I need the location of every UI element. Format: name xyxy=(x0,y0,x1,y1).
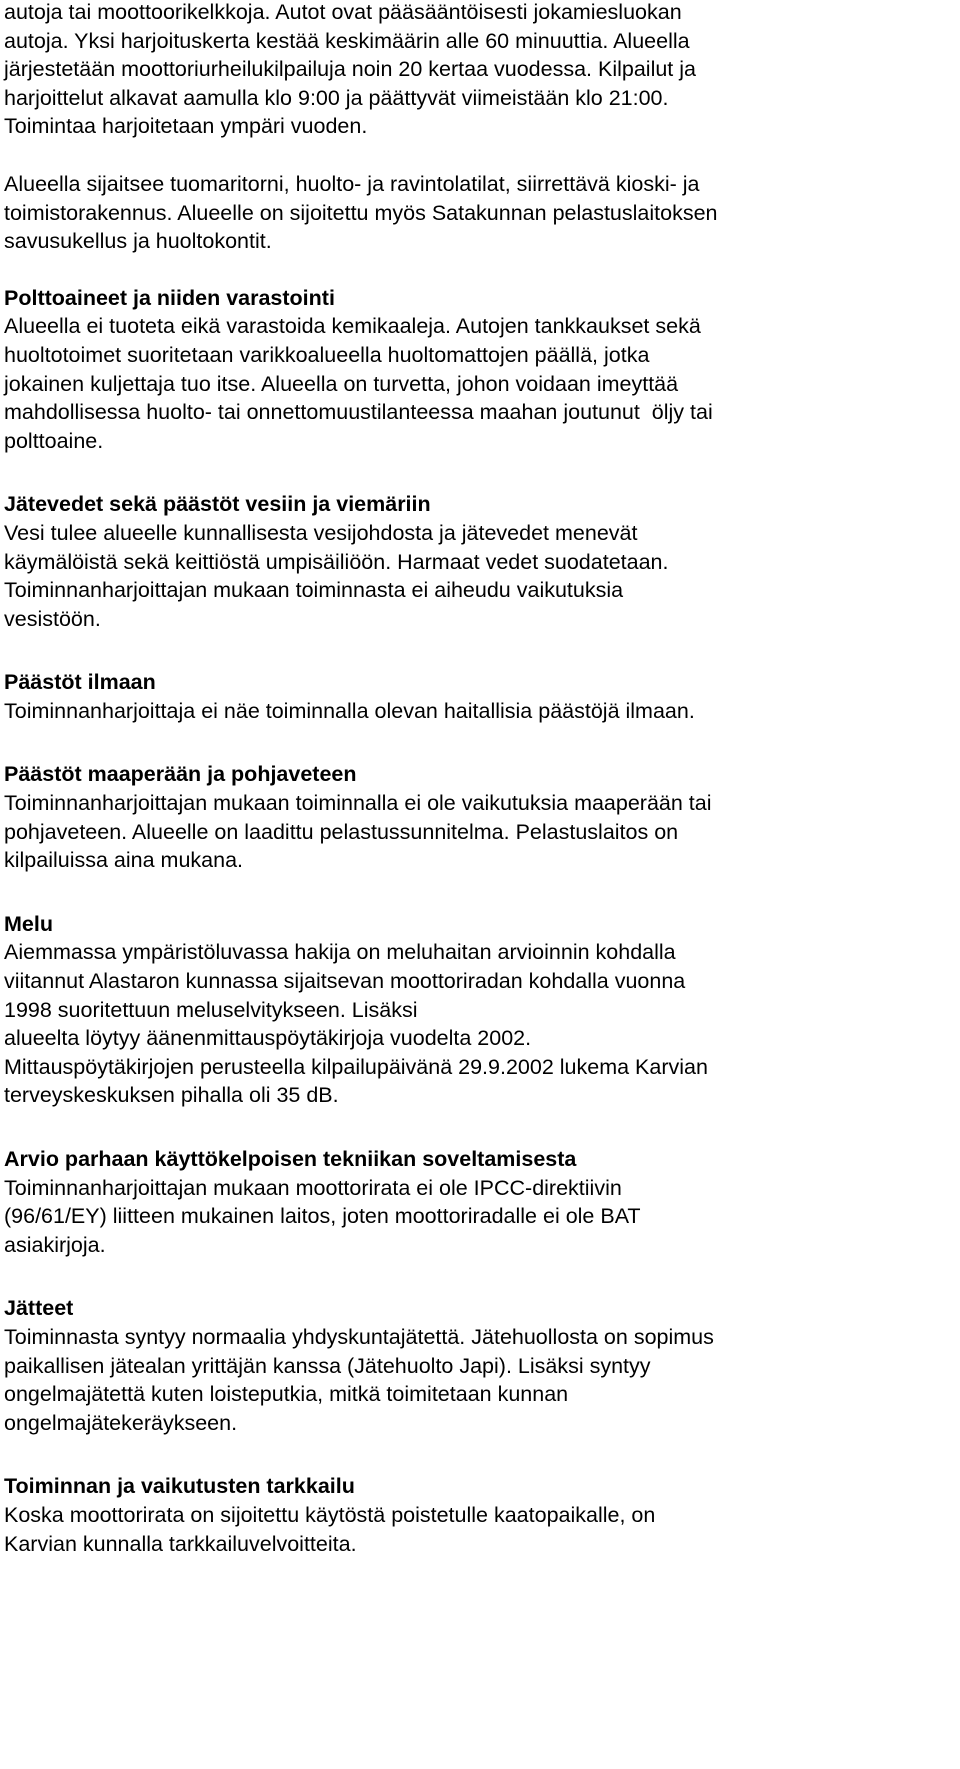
text-line: alueelta löytyy äänenmittauspöytäkirjoja vuodelta 2002. xyxy=(4,1026,532,1051)
text-line: Toiminnanharjoittajan mukaan moottorirata ei ole IPCC-direktiivin xyxy=(4,1175,622,1200)
text-line: käymälöistä sekä keittiöstä umpisäiliöön. Harmaat vedet suodatetaan. xyxy=(4,549,669,574)
text-line: Toiminnanharjoittaja ei näe toiminnalla olevan haitallisia päästöjä ilmaan. xyxy=(4,698,695,723)
section-heading: Melu xyxy=(4,911,53,936)
text-line: kilpailuissa aina mukana. xyxy=(4,848,244,873)
text-line: viitannut Alastaron kunnassa sijaitsevan moottoriradan kohdalla vuonna xyxy=(4,969,686,994)
section-heading: Arvio parhaan käyttökelpoisen tekniikan soveltamisesta xyxy=(4,1147,577,1171)
text-line: Aiemmassa ympäristöluvassa hakija on meluhaitan arvioinnin kohdalla xyxy=(4,940,676,965)
text-line: huoltotoimet suoritetaan varikkoalueella huoltomattojen päällä, jotka xyxy=(4,342,650,367)
section-heading: Päästöt ilmaan xyxy=(4,670,156,695)
text-line: Toiminnasta syntyy normaalia yhdyskuntajätettä. Jätehuollosta on sopimus xyxy=(4,1324,714,1349)
text-line: harjoittelut alkavat aamulla klo 9:00 ja päättyvät viimeistään klo 21:00. xyxy=(4,85,669,110)
section-heading: Polttoaineet ja niiden varastointi xyxy=(4,285,335,310)
text-line: ongelmajätettä kuten loisteputkia, mitkä toimitetaan kunnan xyxy=(4,1382,569,1407)
wastewater-section xyxy=(4,490,960,633)
text-line: Vesi tulee alueelle kunnallisesta vesijohdosta ja jätevedet menevät xyxy=(4,520,638,545)
text-line: Toimintaa harjoitetaan ympäri vuoden. xyxy=(4,114,368,139)
text-line: polttoaine. xyxy=(4,428,104,453)
text-line: pohjaveteen. Alueelle on laadittu pelastussunnitelma. Pelastuslaitos on xyxy=(4,819,679,844)
text-line: Toiminnanharjoittajan mukaan toiminnalla ei ole vaikutuksia maaperään tai xyxy=(4,791,712,816)
section-heading: Päästöt maaperään ja pohjaveteen xyxy=(4,762,357,787)
text-line: Alueella sijaitsee tuomaritorni, huolto- ja ravintolatilat, siirrettävä kioski- ja xyxy=(4,171,700,196)
text-line: toimistorakennus. Alueelle on sijoitettu myös Satakunnan pelastuslaitoksen xyxy=(4,200,718,225)
text-line: jokainen kuljettaja tuo itse. Alueella on turvetta, johon voidaan imeyttää xyxy=(4,371,679,396)
monitoring-section xyxy=(4,1472,960,1558)
noise-section xyxy=(4,910,960,1110)
air-section xyxy=(4,668,960,725)
fuels-section xyxy=(4,284,960,456)
text-line: autoja. Yksi harjoituskerta kestää keskimäärin alle 60 minuuttia. Alueella xyxy=(4,28,690,53)
text-line: järjestetään moottoriurheilukilpailuja noin 20 kertaa vuodessa. Kilpailut ja xyxy=(4,57,696,82)
text-line: autoja tai moottoorikelkkoja. Autot ovat pääsääntöisesti jokamiesluokan xyxy=(4,0,682,24)
text-line: Karvian kunnalla tarkkailuvelvoitteita. xyxy=(4,1531,357,1556)
section-heading: Jätevedet sekä päästöt vesiin ja viemäriin xyxy=(4,492,431,517)
text-line: ongelmajätekeräykseen. xyxy=(4,1410,238,1435)
text-line: mahdollisessa huolto- tai onnettomuustilanteessa maahan joutunut öljy tai xyxy=(4,400,713,425)
section-heading: Jätteet xyxy=(4,1296,74,1321)
text-line: vesistöön. xyxy=(4,606,101,631)
text-line: (96/61/EY) liitteen mukainen laitos, joten moottoriradalle ei ole BAT xyxy=(4,1204,641,1229)
text-line: Toiminnanharjoittajan mukaan toiminnasta ei aiheudu vaikutuksia xyxy=(4,578,624,603)
text-line: terveyskeskuksen pihalla oli 35 dB. xyxy=(4,1083,339,1108)
text-line: paikallisen jätealan yrittäjän kanssa (Jätehuolto Japi). Lisäksi syntyy xyxy=(4,1353,651,1378)
text-line: 1998 suoritettuun meluselvitykseen. Lisäksi xyxy=(4,997,418,1022)
soil-section xyxy=(4,760,960,874)
bat-section xyxy=(4,1145,960,1259)
intro-paragraph xyxy=(4,0,960,141)
facilities-paragraph xyxy=(4,170,960,256)
text-line: Mittauspöytäkirjojen perusteella kilpailupäivänä 29.9.2002 lukema Karvian xyxy=(4,1054,708,1079)
text-line: Alueella ei tuoteta eikä varastoida kemikaaleja. Autojen tankkaukset sekä xyxy=(4,314,701,339)
text-line: savusukellus ja huoltokontit. xyxy=(4,229,272,254)
text-line: Koska moottorirata on sijoitettu käytöstä poistetulle kaatopaikalle, on xyxy=(4,1502,656,1527)
section-heading: Toiminnan ja vaikutusten tarkkailu xyxy=(4,1474,355,1499)
waste-section xyxy=(4,1294,960,1437)
text-line: asiakirjoja. xyxy=(4,1232,106,1257)
